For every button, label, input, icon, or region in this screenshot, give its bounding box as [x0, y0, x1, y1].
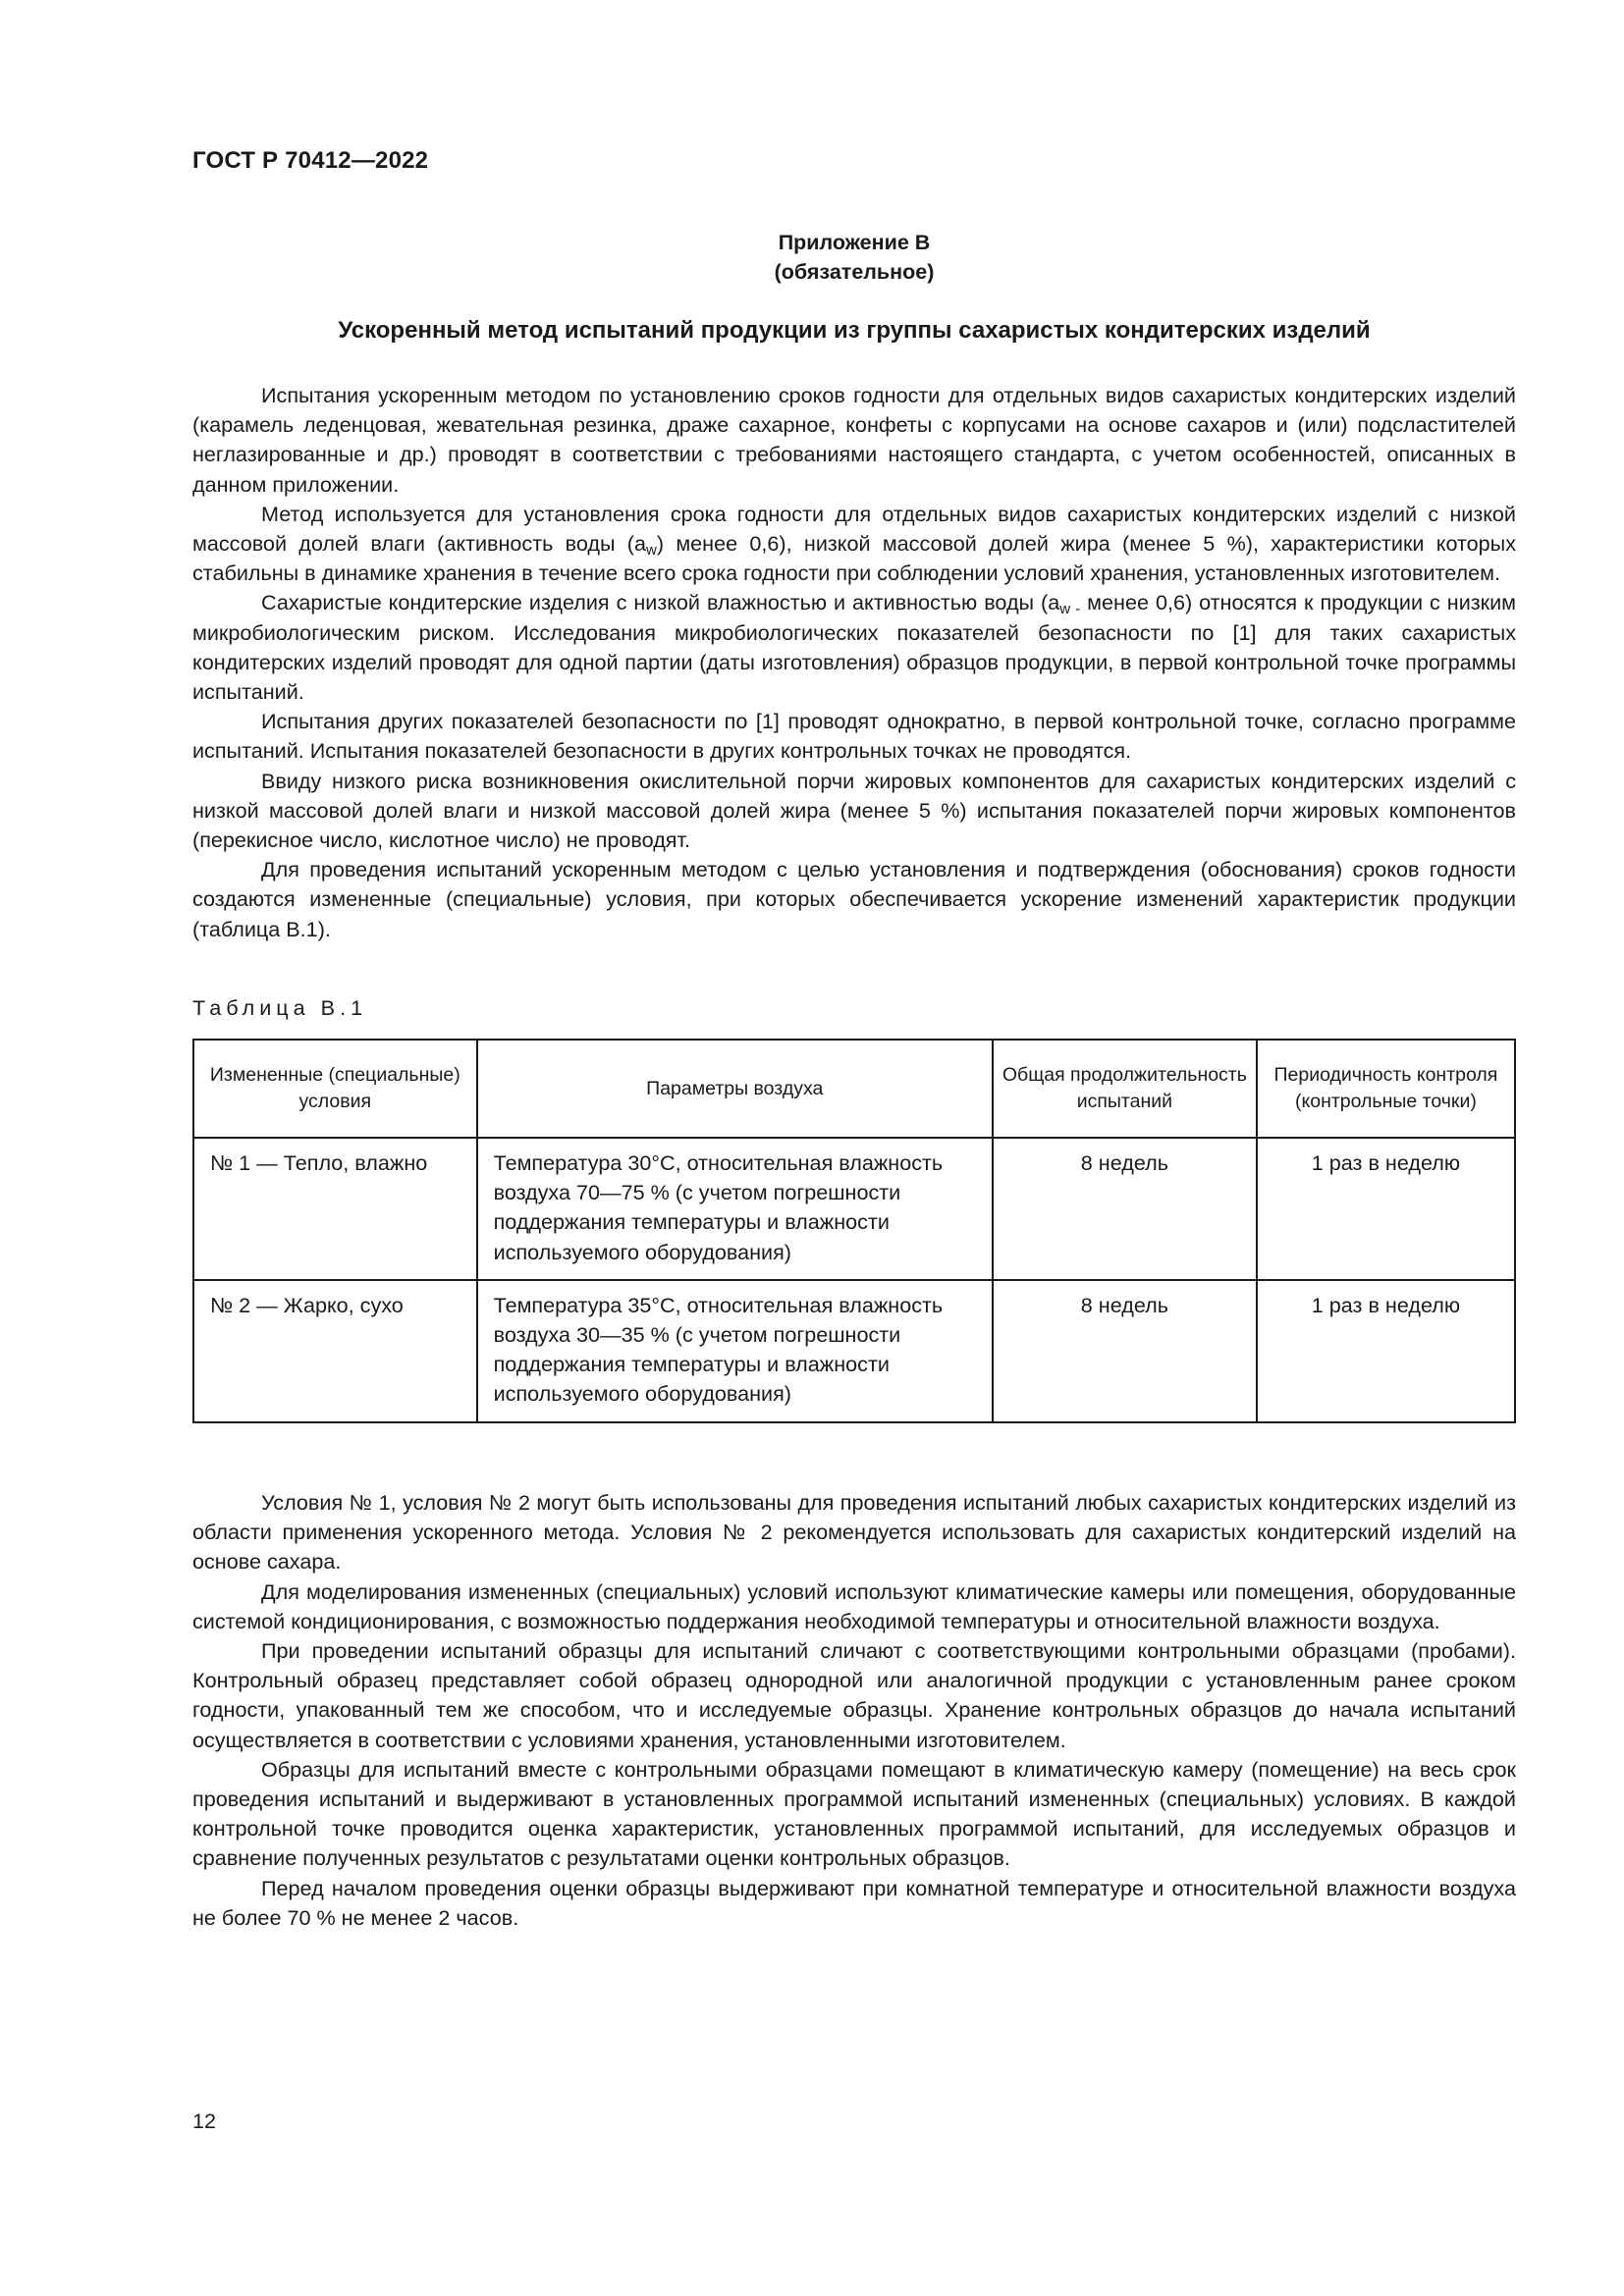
- paragraph: Ввиду низкого риска возникновения окислительной порчи жировых компонентов для сахаристых кондитерских изделий с низкой массовой долей влаги и низкой массовой долей жира (менее 5 %) испытания показателей порчи жировых компонентов (перекисное число, кислотное число) не проводят.: [192, 768, 1516, 853]
- paragraph: Испытания ускоренным методом по установлению сроков годности для отдельных видов сахаристых кондитерских изделий (карамель леденцовая, жевательная резинка, драже сахарное, конфеты с корпусами на основе сахаров и (или) подсластителей неглазированные и др.) проводят в соответствии с требованиями настоящего стандарта, с учетом особенностей, описанных в данном приложении.: [192, 383, 1516, 497]
- paragraph-text: Сахаристые кондитерские изделия с низкой влажностью и активностью воды (a: [261, 590, 1060, 615]
- paragraph: Перед началом проведения оценки образцы выдерживают при комнатной температуре и относительной влажности воздуха не более 70 % не менее 2 часов.: [192, 1875, 1516, 1930]
- paragraph: Испытания других показателей безопасности по [1] проводят однократно, в первой контрольной точке, согласно программе испытаний. Испытания показателей безопасности в других контрольных точках не проводятся.: [192, 709, 1516, 764]
- appendix-heading: [192, 228, 1516, 287]
- subscript: w -: [1059, 601, 1081, 618]
- page-number: 12: [192, 2109, 217, 2133]
- paragraph: Образцы для испытаний вместе с контрольными образцами помещают в климатическую камеру (помещение) на весь срок проведения испытаний и выдерживают в установленных программой испытаний измененных (специальных) условиях. В каждой контрольной точке проводится оценка характеристик, установленных программой испытаний, для исследуемых образцов и сравнение полученных результатов с результатами оценки контрольных образцов.: [192, 1756, 1516, 1871]
- section-title: Ускоренный метод испытаний продукции из группы сахаристых кондитерских изделий: [338, 317, 1371, 344]
- table-row: [193, 1138, 1515, 1280]
- paragraph: Условия № 1, условия № 2 могут быть использованы для проведения испытаний любых сахаристых кондитерских изделий из области применения ускоренного метода. Условия № 2 рекомендуется использовать для сахаристых кондитерский изделий на основе сахара.: [192, 1490, 1516, 1575]
- paragraph: Для моделирования измененных (специальных) условий используют климатические камеры или помещения, оборудованные системой кондиционирования, с возможностью поддержания необходимой температуры и относительной влажности воздуха.: [192, 1578, 1516, 1633]
- cell-conditions: № 1 — Тепло, влажно: [193, 1138, 477, 1280]
- appendix-label: Приложение В: [778, 231, 931, 254]
- after-table-text: [192, 1488, 1516, 1933]
- paragraph: Для проведения испытаний ускоренным методом с целью установления и подтверждения (обоснования) сроков годности создаются измененные (специальные) условия, при которых обеспечивается ускорение изменений характеристик продукции (таблица В.1).: [192, 857, 1516, 941]
- intro-text: [192, 381, 1516, 944]
- paragraph-text: ) менее 0,6), низкой массовой долей жира (менее 5 %), характеристики которых стабильны в динамике хранения в течение всего срока годности при соблюдении условий хранения, установленных изготовителем.: [192, 531, 1516, 586]
- table-header-row: [193, 1040, 1515, 1138]
- paragraph: [192, 500, 1516, 589]
- paragraph: При проведении испытаний образцы для испытаний сличают с соответствующими контрольными образцами (пробами). Контрольный образец представляет собой образец однородной или аналогичной продукции с установленным ранее сроком годности, упакованный тем же способом, что и исследуемые образцы. Хранение контрольных образцов до начала испытаний осуществляется в соответствии с условиями хранения, установленными изготовителем.: [192, 1638, 1516, 1752]
- cell-conditions: № 2 — Жарко, сухо: [193, 1280, 477, 1422]
- paragraph: [192, 588, 1516, 707]
- table-row: [193, 1280, 1515, 1422]
- paragraph-text: Метод используется для установления срока годности для отдельных видов сахаристых кондитерских изделий с низкой массовой долей влаги (активность воды (a: [192, 501, 1516, 557]
- header-conditions: Измененные (специальные) условия: [193, 1040, 477, 1138]
- cell-frequency: 1 раз в неделю: [1257, 1280, 1515, 1422]
- table-caption: Таблица В.1: [192, 995, 368, 1020]
- cell-duration: 8 недель: [993, 1280, 1257, 1422]
- header-frequency: Периодичность контроля (контрольные точки): [1257, 1040, 1515, 1138]
- cell-air-params: Температура 35°С, относительная влажность воздуха 30—35 % (с учетом погрешности поддержания температуры и влажности используемого оборудования): [477, 1280, 993, 1422]
- paragraph-text: менее 0,6) относятся к продукции с низким микробиологическим риском. Исследования микробиологических показателей безопасности по [1] для таких сахаристых кондитерских изделий проводят для одной партии (даты изготовления) образцов продукции, в первой контрольной точке программы испытаний.: [192, 590, 1517, 705]
- conditions-table: [192, 1039, 1516, 1423]
- appendix-status: (обязательное): [774, 260, 935, 284]
- header-duration: Общая продолжительность испытаний: [993, 1040, 1257, 1138]
- cell-duration: 8 недель: [993, 1138, 1257, 1280]
- document-code: ГОСТ Р 70412—2022: [192, 147, 429, 174]
- subscript: w: [646, 542, 657, 560]
- cell-frequency: 1 раз в неделю: [1257, 1138, 1515, 1280]
- header-air-params: Параметры воздуха: [477, 1040, 993, 1138]
- cell-air-params: Температура 30°С, относительная влажность воздуха 70—75 % (с учетом погрешности поддержания температуры и влажности используемого оборудования): [477, 1138, 993, 1280]
